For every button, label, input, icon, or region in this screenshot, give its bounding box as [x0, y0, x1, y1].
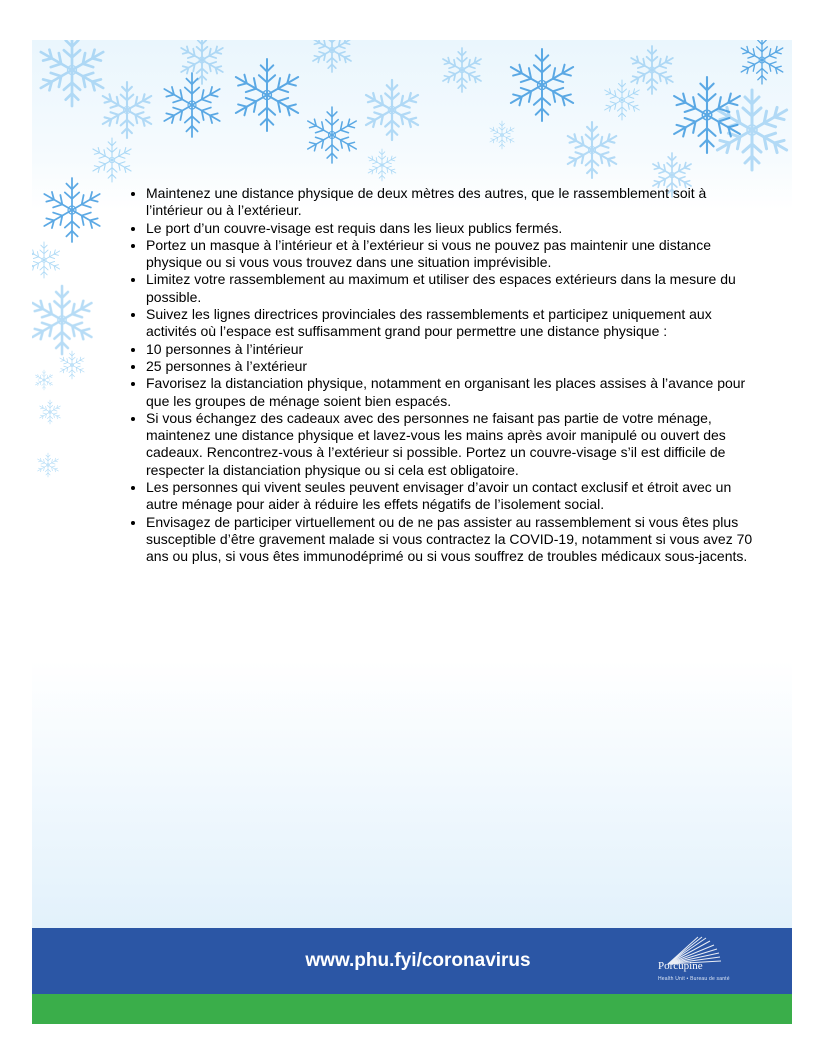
list-item: • Envisagez de participer virtuellement ou de ne pas assister au rassemblement si vous êtes plus susceptible d’être gravement malade si vous contractez la COVID-19, notamment si vous avez 70 ans ou plus, si vous êtes immunodéprimé ou si vous souffrez de troubles médicaux sous-jacents.	[146, 514, 754, 566]
list-item: • Suivez les lignes directrices provinciales des rassemblements et participez uniquement aux activités où l’espace est suffisamment grand pour permettre une distance physique :	[146, 306, 754, 341]
logo-name: Porcupine	[658, 960, 703, 972]
list-item: • Favorisez la distanciation physique, notamment en organisant les places assises à l’avance pour que les groupes de ménage soient bien espacés.	[146, 375, 754, 410]
footer-band	[32, 928, 792, 994]
flyer-page	[32, 40, 792, 1024]
footer-green-band	[32, 994, 792, 1024]
guidelines-list	[124, 185, 754, 566]
list-item: • Le port d’un couvre-visage est requis dans les lieux publics fermés.	[146, 220, 754, 237]
list-item: • Si vous échangez des cadeaux avec des personnes ne faisant pas partie de votre ménage, maintenez une distance physique et lavez-vous les mains après avoir manipulé ou ouvert des cadeaux. Rencontrez-vous à l’extérieur si possible. Portez un couvre-visage s’il est difficile de respecter la distanciation physique ou si cela est obligatoire.	[146, 410, 754, 479]
list-item: • Les personnes qui vivent seules peuvent envisager d’avoir un contact exclusif et étroit avec un autre ménage pour aider à réduire les effets négatifs de l’isolement social.	[146, 479, 754, 514]
website-link[interactable]: www.phu.fyi/coronavirus	[305, 950, 531, 971]
logo-tagline: Health Unit • Bureau de santé	[658, 976, 730, 982]
guidelines-section	[124, 185, 754, 566]
list-item: • 25 personnes à l’extérieur	[146, 358, 754, 375]
list-item: • 10 personnes à l’intérieur	[146, 341, 754, 358]
porcupine-logo	[654, 936, 754, 990]
list-item: • Limitez votre rassemblement au maximum et utiliser des espaces extérieurs dans la mesure du possible.	[146, 271, 754, 306]
list-item: • Portez un masque à l’intérieur et à l’extérieur si vous ne pouvez pas maintenir une distance physique ou si vous vous trouvez dans une situation imprévisible.	[146, 237, 754, 272]
list-item: • Maintenez une distance physique de deux mètres des autres, que le rassemblement soit à l’intérieur ou à l’extérieur.	[146, 185, 754, 220]
